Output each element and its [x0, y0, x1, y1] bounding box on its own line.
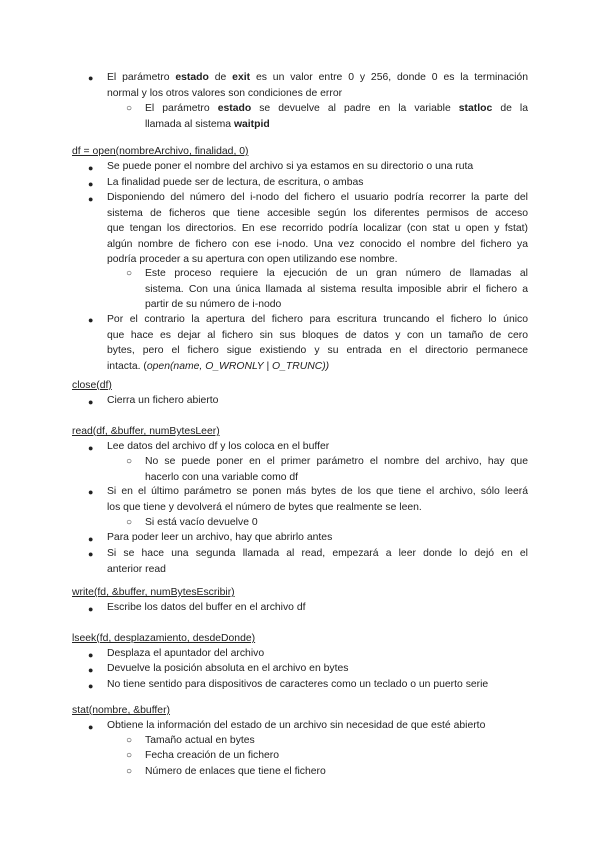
bullet-icon: ● [88, 73, 94, 83]
bullet-icon: ● [88, 487, 94, 497]
lseek-item: Devuelve la posición absoluta en el archivo en bytes [107, 663, 349, 674]
open-item-3-line: algún nombre de fichero con ese i-nodo. Una vez conocido el nombre del fichero ya [107, 238, 528, 250]
close-item-1: Cierra un fichero abierto [107, 395, 219, 406]
open-heading: df = open(nombreArchivo, finalidad, 0) [72, 146, 249, 157]
open-item-4-line: bytes, pero el fichero sigue existiendo y su entrada en el directorio permanece [107, 345, 528, 356]
read-item-4-line: Si se hace una segunda llamada al read, empezará a leer donde lo dejó en el [107, 548, 528, 559]
bullet-icon: ● [88, 534, 94, 544]
circle-bullet-icon: ○ [126, 766, 133, 777]
open-item-4-line: intacta. (open(name, O_WRONLY | O_TRUNC)) [107, 360, 330, 372]
statloc-item-line2: llamada al sistema waitpid [145, 118, 270, 130]
lseek-heading: lseek(fd, desplazamiento, desdeDonde) [72, 633, 256, 644]
bullet-icon: ● [88, 722, 94, 732]
read-sub-2: Si está vacío devuelve 0 [145, 517, 258, 528]
read-item-2-line: Si en el último parámetro se ponen más bytes de los que tiene el archivo, sólo leerá [107, 486, 528, 497]
write-heading: write(fd, &buffer, numBytesEscribir) [72, 587, 235, 598]
statloc-item [145, 101, 528, 132]
open-sub-line: partir de su número de i-nodo [145, 299, 282, 310]
open-item-4 [107, 312, 528, 374]
read-item-2-line: los que tiene y devolverá el número de bytes que realmente se leen. [107, 501, 422, 513]
open-item-3 [107, 190, 528, 268]
open-item-3-line: que tengan los directorios. En ese recorrido podría localizar (con stat u open y fstat) [107, 223, 528, 234]
lseek-item: Desplaza el apuntador del archivo [107, 648, 265, 659]
circle-bullet-icon: ○ [126, 103, 133, 114]
lseek-item: No tiene sentido para dispositivos de caracteres como un teclado o un puerto serie [107, 679, 489, 690]
read-sub-1-line: No se puede poner en el primer parámetro el nombre del archivo, hay que [145, 456, 528, 467]
circle-bullet-icon: ○ [126, 268, 133, 279]
open-sub-item [145, 266, 528, 313]
open-item-3-line: Disponiendo del número del i-nodo del fichero el usuario podría recorrer la parte del [107, 192, 528, 203]
read-item-4 [107, 546, 528, 577]
exit-item-line1: El parámetro estado de exit es un valor entre 0 y 256, donde 0 es la terminación [107, 72, 528, 83]
write-item-1: Escribe los datos del buffer en el archivo df [107, 602, 306, 613]
open-item-4-line: que hace es dejar al fichero sin sus bloques de datos y con un tamaño de cero [107, 329, 528, 341]
bullet-icon: ● [88, 163, 94, 173]
read-sub-1 [145, 454, 528, 485]
bullet-icon: ● [88, 665, 94, 675]
read-item-3: Para poder leer un archivo, hay que abrirlo antes [107, 532, 333, 543]
statloc-item-line1: El parámetro estado se devuelve al padre en la variable statloc de la [145, 103, 529, 114]
circle-bullet-icon: ○ [126, 750, 133, 761]
exit-item [107, 70, 528, 101]
bullet-icon: ● [88, 650, 94, 660]
read-item-4-line: anterior read [107, 563, 166, 575]
read-item-2 [107, 484, 528, 515]
bullet-icon: ● [88, 443, 94, 453]
open-sub-line: Este proceso requiere la ejecución de un gran número de llamadas al [145, 268, 528, 279]
open-item-4-line: Por el contrario la apertura del fichero para escritura truncando el fichero lo único [107, 314, 528, 325]
bullet-icon: ● [88, 179, 94, 189]
open-item-3-line: sistema de ficheros que tiene accesible según los diferentes permisos de acceso [107, 207, 528, 219]
close-heading: close(df) [72, 380, 112, 391]
open-item-3-line: podría proceder a su apertura con open utilizando ese nombre. [107, 254, 398, 265]
open-item-2: La finalidad puede ser de lectura, de escritura, o ambas [107, 177, 364, 188]
bullet-icon: ● [88, 315, 94, 325]
circle-bullet-icon: ○ [126, 517, 133, 528]
read-sub-1-line: hacerlo con una variable como df [145, 471, 299, 483]
bullet-icon: ● [88, 194, 94, 204]
bullet-icon: ● [88, 604, 94, 614]
open-item-1: Se puede poner el nombre del archivo si ya estamos en su directorio o una ruta [107, 161, 474, 172]
stat-sub-item: Número de enlaces que tiene el fichero [145, 766, 326, 777]
read-heading: read(df, &buffer, numBytesLeer) [72, 426, 220, 437]
circle-bullet-icon: ○ [126, 735, 133, 746]
bullet-icon: ● [88, 681, 94, 691]
bullet-icon: ● [88, 549, 94, 559]
stat-heading: stat(nombre, &buffer) [72, 705, 170, 716]
bullet-icon: ● [88, 397, 94, 407]
open-sub-line: sistema. Con una única llamada al sistema resulta imposible abrir el fichero a [145, 283, 528, 295]
circle-bullet-icon: ○ [126, 456, 133, 467]
stat-sub-item: Fecha creación de un fichero [145, 750, 280, 761]
stat-sub-item: Tamaño actual en bytes [145, 735, 255, 746]
stat-item-1: Obtiene la información del estado de un archivo sin necesidad de que esté abierto [107, 720, 486, 731]
read-item-1: Lee datos del archivo df y los coloca en el buffer [107, 441, 330, 452]
exit-item-line2: normal y los otros valores son condiciones de error [107, 87, 343, 99]
